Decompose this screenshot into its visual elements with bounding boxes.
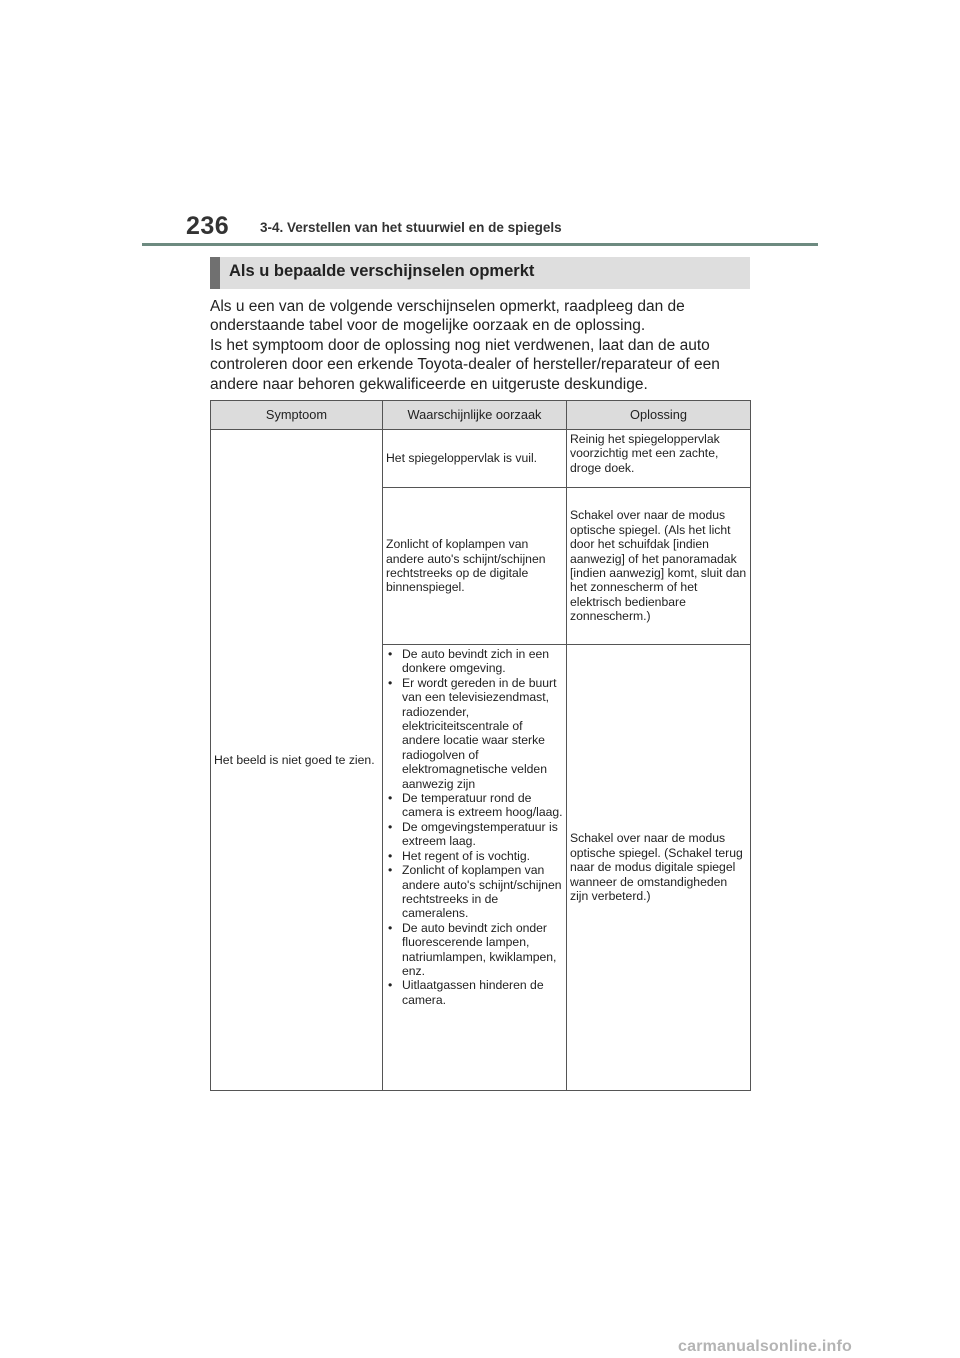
- solution-cell: Schakel over naar de modus optische spiegel. (Schakel terug naar de modus digitale spiegel wanneer de omstandigheden zijn verbeterd.): [567, 645, 751, 1091]
- header-divider: [142, 243, 818, 246]
- cause-cell: Zonlicht of koplampen van andere auto's schijnt/schijnen rechtstreeks op de digitale binnenspiegel.: [383, 488, 567, 645]
- cause-cell: [383, 645, 567, 1091]
- list-item: • De auto bevindt zich in een donkere omgeving.: [386, 647, 563, 676]
- symptom-cell: Het beeld is niet goed te zien.: [211, 430, 383, 1091]
- solution-cell: Schakel over naar de modus optische spiegel. (Als het licht door het schuifdak [indien aanwezig] of het panoramadak [indien aanwezig] komt, sluit dan het zonnescherm of het elektrisch bedienbare zonnescherm.): [567, 488, 751, 645]
- list-item: • Het regent of is vochtig.: [386, 849, 563, 863]
- column-header-symptom: Symptoom: [211, 401, 383, 430]
- watermark-text[interactable]: carmanualsonline.info: [678, 1338, 853, 1355]
- list-item: • De temperatuur rond de camera is extreem hoog/laag.: [386, 791, 563, 820]
- table-header-row: [211, 401, 751, 430]
- column-header-solution: Oplossing: [567, 401, 751, 430]
- section-title: 3-4. Verstellen van het stuurwiel en de spiegels: [260, 220, 562, 235]
- intro-paragraph: Als u een van de volgende verschijnselen opmerkt, raadpleeg dan de onderstaande tabel voor de mogelijke oorzaak en de oplossing.: [210, 298, 685, 335]
- table-row: [211, 430, 751, 488]
- column-header-cause: Waarschijnlijke oorzaak: [383, 401, 567, 430]
- cause-cell: Het spiegeloppervlak is vuil.: [383, 430, 567, 488]
- list-item: • De auto bevindt zich onder fluorescerende lampen, natriumlampen, kwiklampen, enz.: [386, 921, 563, 979]
- symptom-table: [210, 400, 751, 1091]
- intro-paragraph: Is het symptoom door de oplossing nog niet verdwenen, laat dan de auto controleren door een erkende Toyota-dealer of hersteller/reparateur of een andere naar behoren gekwalificeerde en uitgeruste deskundige.: [210, 336, 720, 393]
- intro-text: [210, 297, 755, 394]
- list-item: • Zonlicht of koplampen van andere auto's schijnt/schijnen rechtstreeks in de cameralens.: [386, 863, 563, 921]
- list-item: • Uitlaatgassen hinderen de camera.: [386, 978, 563, 1007]
- solution-cell: Reinig het spiegeloppervlak voorzichtig met een zachte, droge doek.: [567, 430, 751, 488]
- list-item: • Er wordt gereden in de buurt van een televisiezendmast, radiozender, elektriciteitscentrale of andere locatie waar sterke radiogolven of elektromagnetische velden aanwezig zijn: [386, 676, 563, 791]
- list-item: • De omgevingstemperatuur is extreem laag.: [386, 820, 563, 849]
- page-number: 236: [186, 212, 230, 240]
- cause-list: [386, 647, 563, 1007]
- section-heading: Als u bepaalde verschijnselen opmerkt: [210, 257, 750, 289]
